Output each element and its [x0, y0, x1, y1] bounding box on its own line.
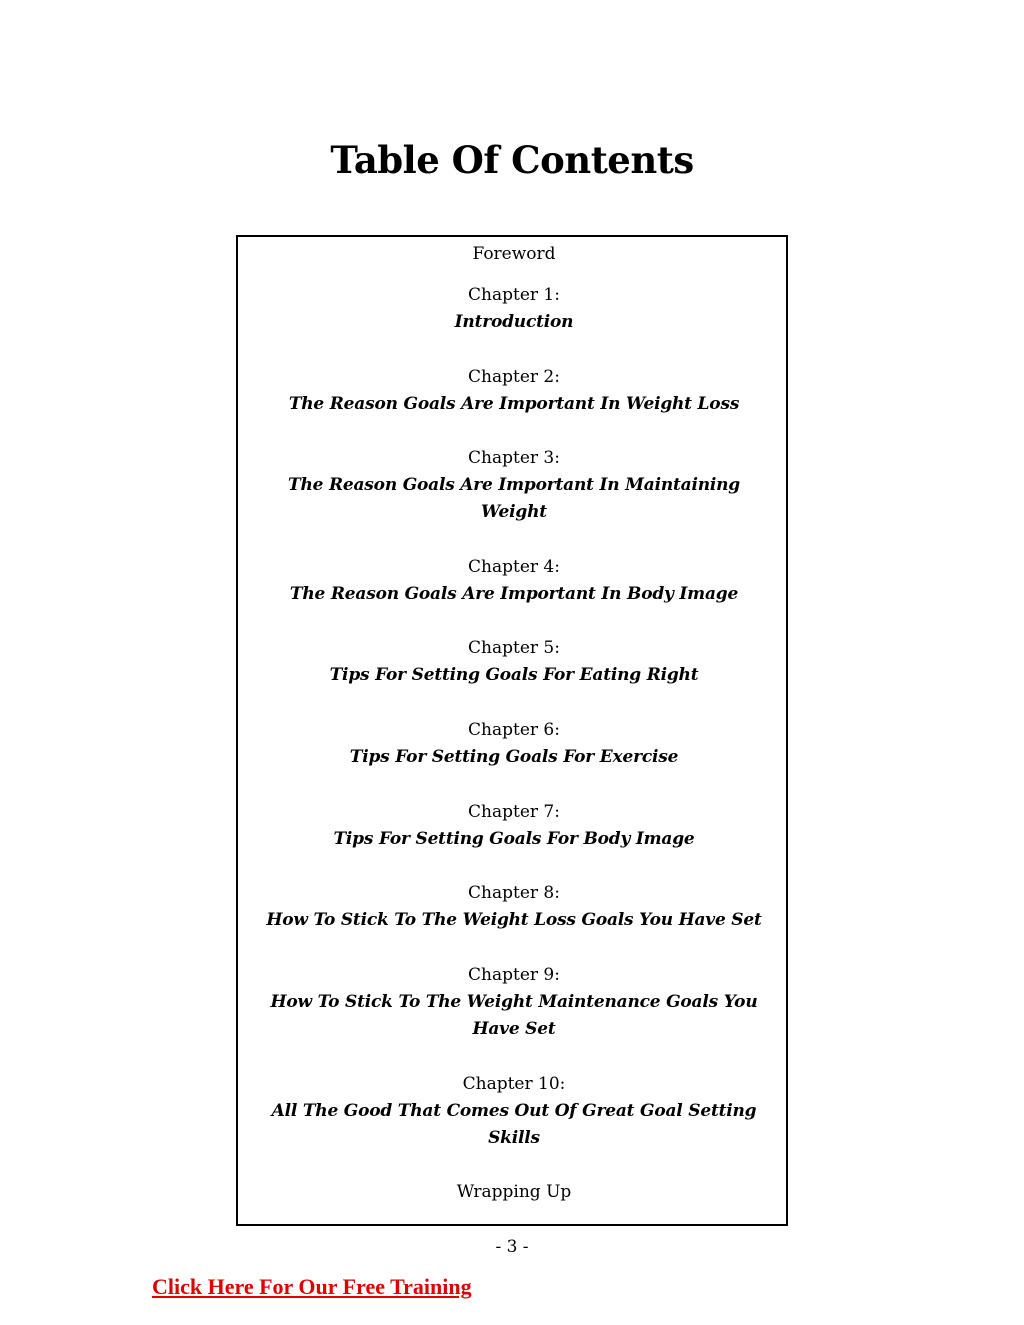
- chapter-3-label: Chapter 3:: [468, 448, 560, 468]
- chapter-10-label: Chapter 10:: [462, 1074, 566, 1094]
- table-of-contents-box: [236, 235, 788, 1226]
- chapter-2-label: Chapter 2:: [468, 367, 560, 387]
- chapter-7-label: Chapter 7:: [468, 802, 560, 822]
- chapter-3-title-line-2: Weight: [481, 502, 547, 522]
- toc-foreword: Foreword: [472, 244, 556, 264]
- page-title: Table Of Contents: [330, 138, 694, 182]
- chapter-10-title-line-1: All The Good That Comes Out Of Great Goal Setting: [271, 1101, 757, 1121]
- toc-wrapping-up: Wrapping Up: [456, 1182, 572, 1202]
- chapter-6-label: Chapter 6:: [468, 720, 560, 740]
- chapter-4-label: Chapter 4:: [468, 557, 560, 577]
- chapter-3-title-line-1: The Reason Goals Are Important In Maintaining: [288, 475, 740, 495]
- chapter-2-title: The Reason Goals Are Important In Weight Loss: [288, 394, 740, 414]
- chapter-1-title: Introduction: [454, 312, 574, 332]
- chapter-8-label: Chapter 8:: [468, 883, 560, 903]
- chapter-5-title: Tips For Setting Goals For Eating Right: [329, 665, 699, 685]
- chapter-1-label: Chapter 1:: [468, 285, 560, 305]
- chapter-6-title: Tips For Setting Goals For Exercise: [349, 747, 679, 767]
- chapter-10-title-line-2: Skills: [488, 1128, 540, 1148]
- chapter-9-title-line-1: How To Stick To The Weight Maintenance Goals You: [270, 992, 758, 1012]
- free-training-link[interactable]: Click Here For Our Free Training: [152, 1274, 472, 1299]
- chapter-9-title-line-2: Have Set: [472, 1019, 556, 1039]
- page-number: - 3 -: [495, 1237, 529, 1257]
- chapter-8-title: How To Stick To The Weight Loss Goals You Have Set: [266, 910, 762, 930]
- chapter-9-label: Chapter 9:: [468, 965, 560, 985]
- chapter-7-title: Tips For Setting Goals For Body Image: [333, 829, 695, 849]
- chapter-5-label: Chapter 5:: [468, 638, 560, 658]
- chapter-4-title: The Reason Goals Are Important In Body Image: [289, 584, 739, 604]
